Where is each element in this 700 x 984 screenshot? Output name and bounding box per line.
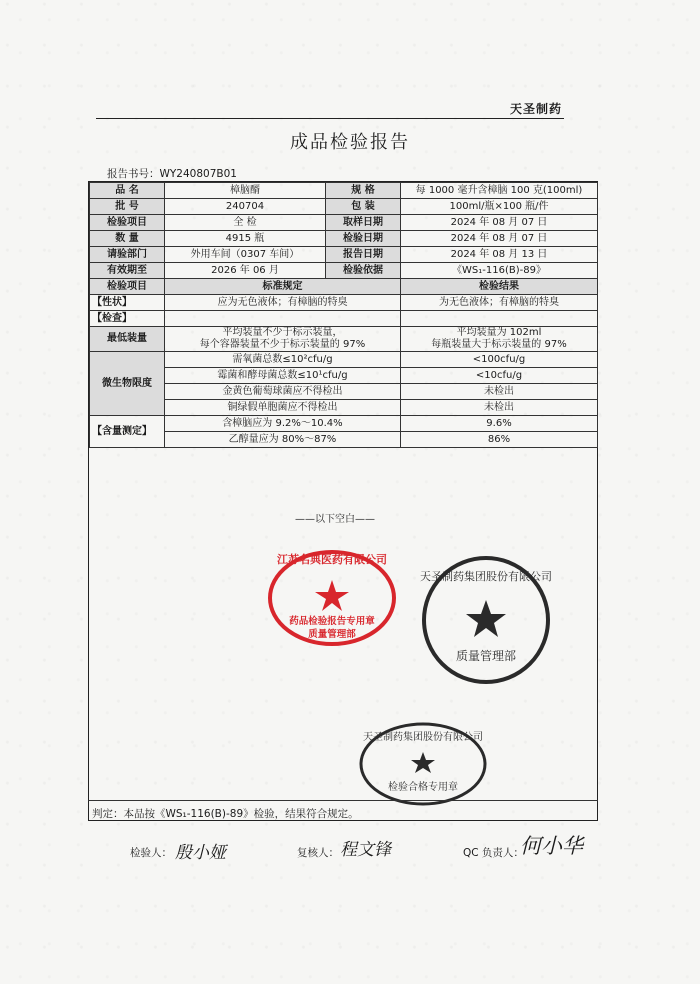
micro-result-3: 未检出: [401, 384, 598, 400]
micro-result-2: <10cfu/g: [401, 368, 598, 384]
min-fill-result-line-1: 平均装量为 102ml: [456, 327, 542, 338]
table-row: [90, 368, 598, 384]
spec: 每 1000 毫升含樟脑 100 克(100ml): [401, 183, 598, 199]
reviewer-signature: 程文锋: [340, 840, 391, 860]
min-fill-standard: [165, 327, 401, 352]
property-result: 为无色液体；有樟脑的特臭: [401, 295, 598, 311]
svg-text:江苏名典医药有限公司: 江苏名典医药有限公司: [277, 554, 387, 566]
column-standard: 标准规定: [165, 279, 401, 295]
product-name-label: 品 名: [90, 183, 165, 199]
svg-text:检验合格专用章: 检验合格专用章: [388, 782, 458, 793]
expiry: 2026 年 06 月: [165, 263, 326, 279]
min-fill-result-line-2: 每瓶装量大于标示装量的 97%: [431, 339, 567, 350]
micro-standard-2: 霉菌和酵母菌总数≤10¹cfu/g: [165, 368, 401, 384]
assay-standard-2: 乙醇量应为 80%～87%: [165, 432, 401, 448]
batch: 240704: [165, 199, 326, 215]
department-label: 请验部门: [90, 247, 165, 263]
table-row: [90, 432, 598, 448]
reviewer-label: 复核人：: [297, 847, 339, 859]
table-row: [90, 400, 598, 416]
table-row: [90, 199, 598, 215]
sample-date: 2024 年 08 月 07 日: [401, 215, 598, 231]
table-row: [90, 215, 598, 231]
assay-label: 【含量测定】: [90, 416, 165, 448]
verdict-divider: [88, 800, 598, 801]
property-label: 【性状】: [90, 295, 165, 311]
product-name: 樟脑醑: [165, 183, 326, 199]
qc-label: QC 负责人：: [463, 847, 524, 859]
inspection-table: [89, 182, 598, 448]
micro-result-1: <100cfu/g: [401, 352, 598, 368]
inspector-signature: 殷小娅: [175, 843, 226, 863]
column-item: 检验项目: [90, 279, 165, 295]
inspector-label: 检验人：: [130, 847, 172, 859]
min-fill-standard-line-2: 每个容器装量不少于标示装量的 97%: [199, 339, 366, 350]
batch-label: 批 号: [90, 199, 165, 215]
table-row: [90, 247, 598, 263]
micro-standard-1: 需氧菌总数≤10²cfu/g: [165, 352, 401, 368]
test-item-label: 检验项目: [90, 215, 165, 231]
table-row: [90, 327, 598, 352]
spec-label: 规 格: [326, 183, 401, 199]
table-row: [90, 263, 598, 279]
micro-label: 微生物限度: [90, 352, 165, 416]
blank-below-mark: ——以下空白——: [295, 514, 375, 525]
min-fill-result: [401, 327, 598, 352]
micro-standard-3: 金黄色葡萄球菌应不得检出: [165, 384, 401, 400]
verdict-text: 判定：本品按《WS₁-116(B)-89》检验，结果符合规定。: [92, 808, 359, 820]
qc-signature: 何小华: [520, 834, 583, 858]
report-number: [107, 166, 237, 181]
table-row: [90, 183, 598, 199]
assay-result-2: 86%: [401, 432, 598, 448]
company-name: 天圣制药: [509, 102, 562, 116]
check-label: 【检查】: [90, 311, 165, 327]
sample-date-label: 取样日期: [326, 215, 401, 231]
micro-standard-4: 铜绿假单胞菌应不得检出: [165, 400, 401, 416]
basis-label: 检验依据: [326, 263, 401, 279]
svg-text:天圣制药集团股份有限公司: 天圣制药集团股份有限公司: [363, 732, 483, 743]
svg-text:质量管理部: 质量管理部: [308, 630, 356, 640]
min-fill-label: 最低装量: [90, 327, 165, 352]
assay-result-1: 9.6%: [401, 416, 598, 432]
table-row: [90, 416, 598, 432]
table-row: [90, 295, 598, 311]
micro-result-4: 未检出: [401, 400, 598, 416]
department: 外用车间（0307 车间）: [165, 247, 326, 263]
report-date: 2024 年 08 月 13 日: [401, 247, 598, 263]
quantity-label: 数 量: [90, 231, 165, 247]
report-number-label: 报告书号：: [107, 168, 160, 180]
test-date: 2024 年 08 月 07 日: [401, 231, 598, 247]
package-label: 包 装: [326, 199, 401, 215]
test-item: 全 检: [165, 215, 326, 231]
test-date-label: 检验日期: [326, 231, 401, 247]
table-header-row: [90, 279, 598, 295]
table-row: [90, 311, 598, 327]
table-row: [90, 352, 598, 368]
svg-text:药品检验报告专用章: 药品检验报告专用章: [289, 617, 375, 627]
empty-cell: [165, 311, 401, 327]
table-row: [90, 384, 598, 400]
report-title: 成品检验报告: [290, 132, 410, 153]
basis: 《WS₁-116(B)-89》: [401, 263, 598, 279]
assay-standard-1: 含樟脑应为 9.2%～10.4%: [165, 416, 401, 432]
table-row: [90, 231, 598, 247]
qa-department-seal: [418, 552, 554, 688]
report-date-label: 报告日期: [326, 247, 401, 263]
header-rule: [96, 118, 564, 119]
column-result: 检验结果: [401, 279, 598, 295]
report-number-value: WY240807B01: [159, 168, 237, 180]
svg-text:质量管理部: 质量管理部: [455, 649, 517, 663]
property-standard: 应为无色液体；有樟脑的特臭: [165, 295, 401, 311]
min-fill-standard-line-1: 平均装量不少于标示装量，: [222, 327, 343, 338]
inspection-pass-seal: [355, 718, 491, 810]
package: 100ml/瓶×100 瓶/件: [401, 199, 598, 215]
empty-cell: [401, 311, 598, 327]
quantity: 4915 瓶: [165, 231, 326, 247]
red-seal-stamp: [262, 540, 402, 650]
svg-text:天圣制药集团股份有限公司: 天圣制药集团股份有限公司: [420, 571, 552, 583]
expiry-label: 有效期至: [90, 263, 165, 279]
